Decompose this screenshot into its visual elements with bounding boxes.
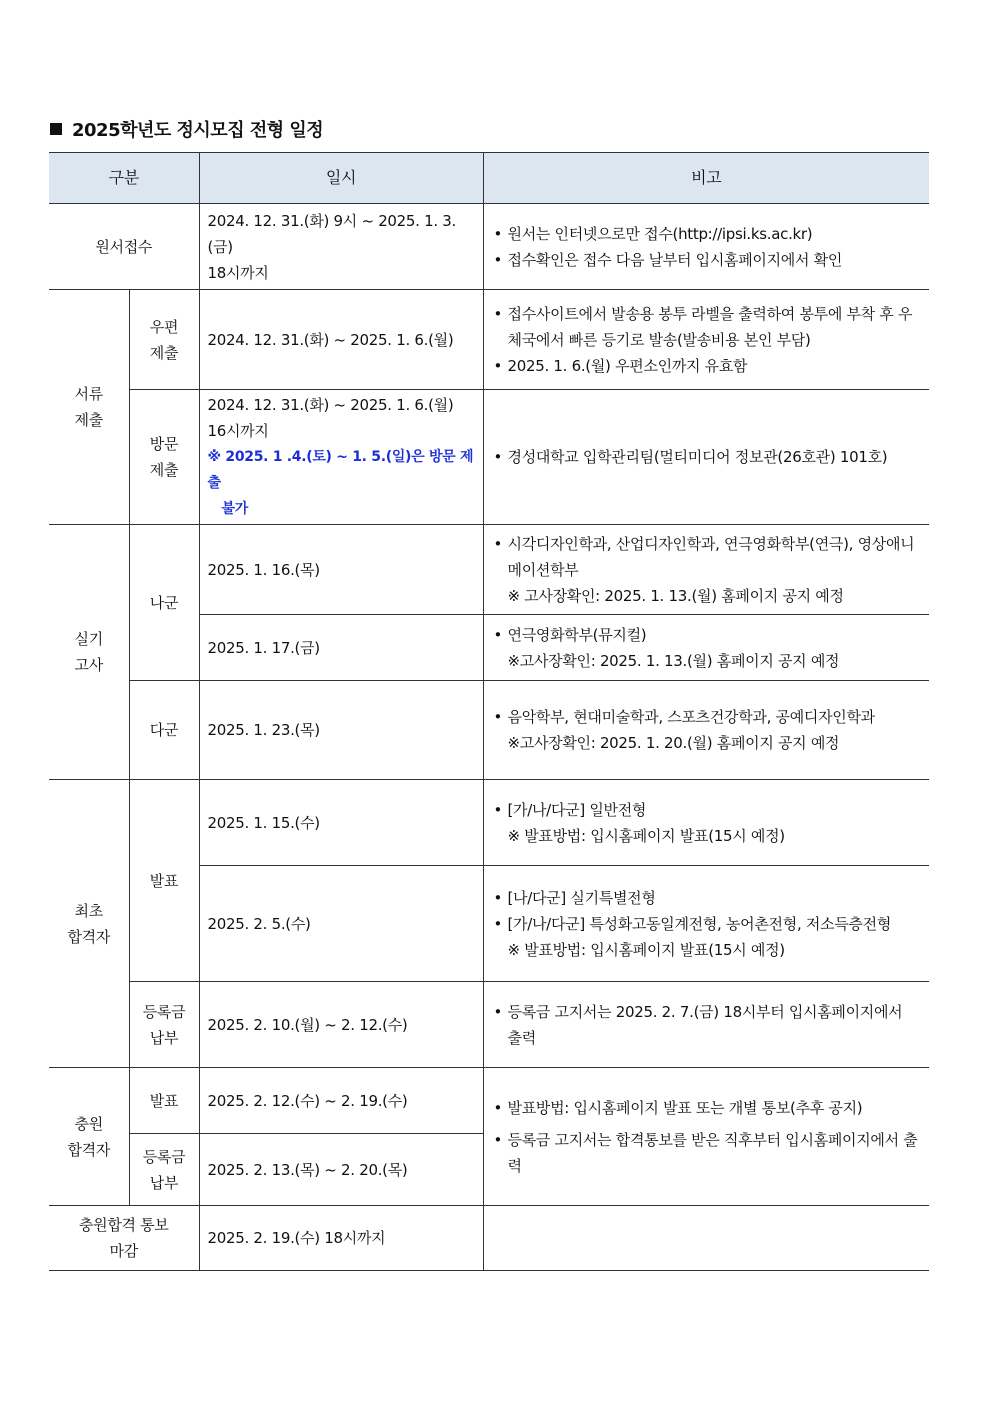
note-remark: ※ 고사장확인: 2025. 1. 13.(월) 홈페이지 공지 예정 — [507, 586, 844, 605]
note-cell — [483, 290, 929, 390]
date-cell: 2024. 12. 31.(화) ~ 2025. 1. 6.(월) — [199, 290, 483, 390]
note-cell — [483, 525, 929, 615]
note-bullet: • 접수확인은 접수 다음 날부터 입시홈페이지에서 확인 — [492, 247, 922, 273]
header-category: 구분 — [49, 153, 199, 204]
note-cell — [483, 204, 929, 290]
sub-cell: 발표 — [129, 780, 199, 982]
date-cell: 2025. 2. 5.(수) — [199, 866, 483, 982]
note-bullet: • 원서는 인터넷으로만 접수(http://ipsi.ks.ac.kr) — [492, 221, 922, 247]
table-row — [49, 780, 929, 866]
date-cell: 2025. 1. 15.(수) — [199, 780, 483, 866]
note-bullet: • 접수사이트에서 발송용 봉투 라벨을 출력하여 봉투에 부착 후 우체국에서 빠른 등기로 발송(발송비용 본인 부담) — [492, 301, 922, 353]
date-cell: 2025. 2. 10.(월) ~ 2. 12.(수) — [199, 982, 483, 1068]
category-cell: 원서접수 — [49, 204, 199, 290]
note-cell — [483, 1206, 929, 1271]
table-row — [49, 525, 929, 615]
date-cell: 2025. 2. 19.(수) 18시까지 — [199, 1206, 483, 1271]
group-cell: 충원 합격자 — [49, 1068, 129, 1206]
section-title — [50, 116, 323, 142]
note-bullet: • 경성대학교 입학관리팀(멀티미디어 정보관(26호관) 101호) — [492, 444, 922, 470]
category-cell: 충원합격 통보 마감 — [49, 1206, 199, 1271]
table-row — [49, 390, 929, 525]
note-bullet: • [가/나/다군] 일반전형 — [492, 797, 922, 823]
note-bullet: • 등록금 고지서는 합격통보를 받은 직후부터 입시홈페이지에서 출력 — [492, 1127, 922, 1179]
sub-cell: 다군 — [129, 681, 199, 780]
date-cell: 2025. 1. 17.(금) — [199, 615, 483, 681]
sub-cell: 방문 제출 — [129, 390, 199, 525]
note-cell — [483, 1068, 929, 1206]
schedule-table — [49, 152, 929, 1271]
note-bullet: • 음악학부, 현대미술학과, 스포츠건강학과, 공예디자인학과 — [492, 704, 922, 730]
group-cell: 서류 제출 — [49, 290, 129, 525]
sub-cell: 등록금 납부 — [129, 982, 199, 1068]
visit-notice: ※ 2025. 1 .4.(토) ~ 1. 5.(일)은 방문 제출 불가 — [207, 449, 474, 517]
note-remark: ※ 발표방법: 입시홈페이지 발표(15시 예정) — [507, 940, 785, 959]
note-remark: ※ 발표방법: 입시홈페이지 발표(15시 예정) — [507, 826, 785, 845]
note-cell — [483, 390, 929, 525]
date-cell: 2025. 2. 12.(수) ~ 2. 19.(수) — [199, 1068, 483, 1134]
note-bullet: • [가/나/다군] 특성화고동일계전형, 농어촌전형, 저소득층전형 — [492, 911, 922, 937]
note-cell — [483, 982, 929, 1068]
note-cell — [483, 780, 929, 866]
note-remark: ※고사장확인: 2025. 1. 20.(월) 홈페이지 공지 예정 — [507, 734, 840, 752]
sub-cell: 등록금 납부 — [129, 1134, 199, 1206]
group-cell: 최초 합격자 — [49, 780, 129, 1068]
table-header-row — [49, 153, 929, 204]
section-title-text: 2025학년도 정시모집 전형 일정 — [72, 120, 324, 141]
sub-cell: 우편 제출 — [129, 290, 199, 390]
square-bullet-icon — [50, 123, 62, 135]
note-cell — [483, 615, 929, 681]
table-row — [49, 982, 929, 1068]
table-row — [49, 290, 929, 390]
note-bullet: • [나/다군] 실기특별전형 — [492, 885, 922, 911]
note-bullet: • 등록금 고지서는 2025. 2. 7.(금) 18시부터 입시홈페이지에서 출력 — [492, 999, 922, 1051]
note-cell — [483, 866, 929, 982]
header-date: 일시 — [199, 153, 483, 204]
date-cell: 2024. 12. 31.(화) ~ 2025. 1. 6.(월) 16시까지 ※ 2025. 1 .4.(토) ~ 1. 5.(일)은 방문 제출 불가 — [199, 390, 483, 525]
note-bullet: • 발표방법: 입시홈페이지 발표 또는 개별 통보(추후 공지) — [492, 1095, 922, 1121]
table-row — [49, 204, 929, 290]
group-cell: 실기 고사 — [49, 525, 129, 780]
note-bullet: • 2025. 1. 6.(월) 우편소인까지 유효함 — [492, 353, 922, 379]
date-cell: 2025. 1. 23.(목) — [199, 681, 483, 780]
note-remark: ※고사장확인: 2025. 1. 13.(월) 홈페이지 공지 예정 — [507, 651, 840, 670]
table-row — [49, 1068, 929, 1134]
sub-cell: 발표 — [129, 1068, 199, 1134]
table-row — [49, 1206, 929, 1271]
table-row — [49, 681, 929, 780]
header-note: 비고 — [483, 153, 929, 204]
date-cell: 2024. 12. 31.(화) 9시 ~ 2025. 1. 3.(금) 18시까지 — [199, 204, 483, 290]
note-bullet: • 시각디자인학과, 산업디자인학과, 연극영화학부(연극), 영상애니메이션학부 — [492, 531, 922, 583]
note-cell — [483, 681, 929, 780]
date-cell: 2025. 2. 13.(목) ~ 2. 20.(목) — [199, 1134, 483, 1206]
date-cell: 2025. 1. 16.(목) — [199, 525, 483, 615]
sub-cell: 나군 — [129, 525, 199, 681]
note-bullet: • 연극영화학부(뮤지컬) — [492, 622, 922, 648]
